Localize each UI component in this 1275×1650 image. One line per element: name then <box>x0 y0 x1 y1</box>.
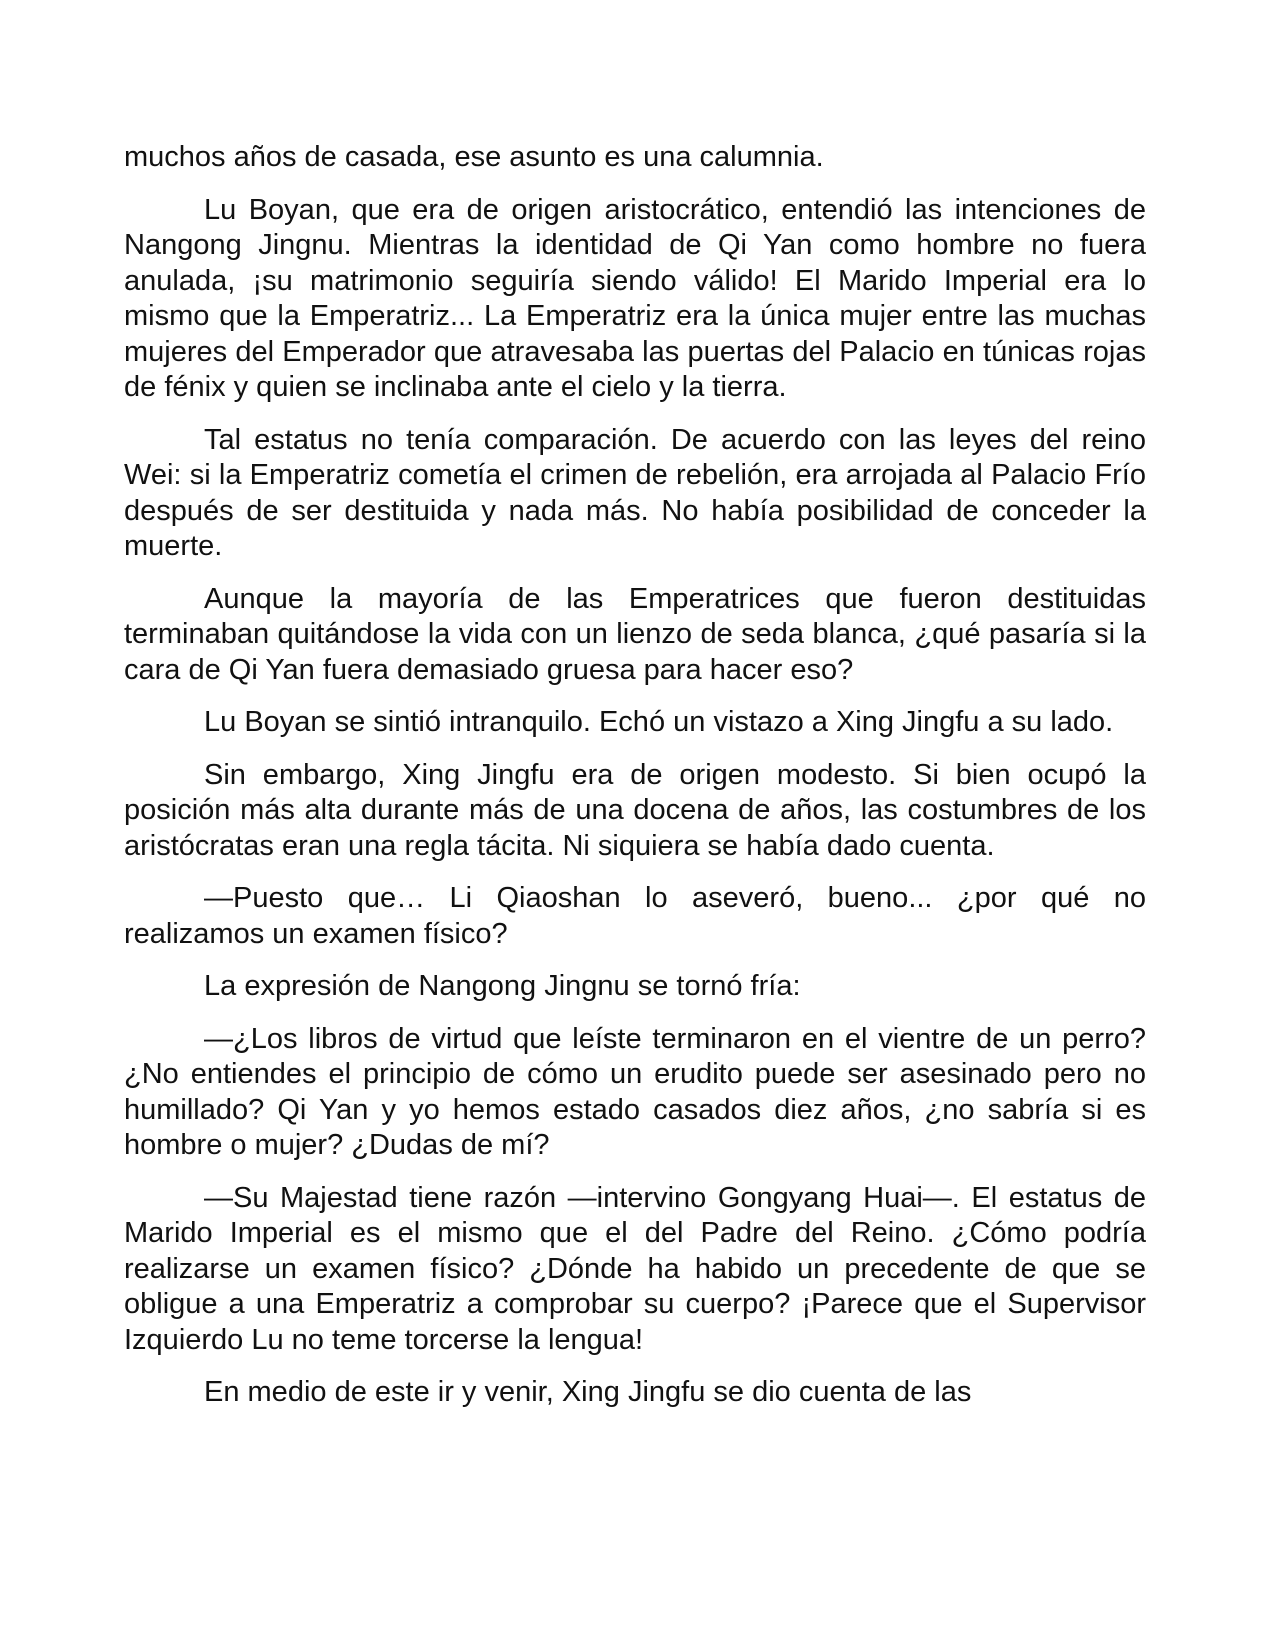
paragraph: La expresión de Nangong Jingnu se tornó fría: <box>204 970 801 1002</box>
paragraph: Lu Boyan se sintió intranquilo. Echó un vistazo a Xing Jingfu a su lado. <box>204 706 1114 738</box>
paragraph: Lu Boyan, que era de origen aristocrático, entendió las intenciones de Nangong Jingnu. Mientras la identidad de Qi Yan como hombre no fuera anulada, ¡su matrimonio seguiría siendo válido! El Marido Imperial era lo mismo que la Emperatriz... La Emperatriz era la única mujer entre las muchas mujeres del Emperador que atravesaba las puertas del Palacio en túnicas rojas de fénix y quien se inclinaba ante el cielo y la tierra. <box>124 193 1146 403</box>
paragraph-continuation: muchos años de casada, ese asunto es una calumnia. <box>124 141 824 173</box>
body-text <box>124 140 1146 1428</box>
paragraph: Aunque la mayoría de las Emperatrices que fueron destituidas terminaban quitándose la vida con un lienzo de seda blanca, ¿qué pasaría si la cara de Qi Yan fuera demasiado gruesa para hacer eso? <box>124 582 1146 686</box>
paragraph: En medio de este ir y venir, Xing Jingfu se dio cuenta de las <box>204 1376 972 1408</box>
paragraph: Sin embargo, Xing Jingfu era de origen modesto. Si bien ocupó la posición más alta durante más de una docena de años, las costumbres de los aristócratas eran una regla tácita. Ni siquiera se había dado cuenta. <box>124 758 1146 862</box>
dialogue-paragraph: —Su Majestad tiene razón —intervino Gongyang Huai—. El estatus de Marido Imperial es el mismo que el del Padre del Reino. ¿Cómo podría realizarse un examen físico? ¿Dónde ha habido un precedente de que se obligue a una Emperatriz a comprobar su cuerpo? ¡Parece que el Supervisor Izquierdo Lu no teme torcerse la lengua! <box>124 1181 1146 1356</box>
paragraph: Tal estatus no tenía comparación. De acuerdo con las leyes del reino Wei: si la Emperatriz cometía el crimen de rebelión, era arrojada al Palacio Frío después de ser destituida y nada más. No había posibilidad de conceder la muerte. <box>124 423 1146 562</box>
dialogue-paragraph: —¿Los libros de virtud que leíste terminaron en el vientre de un perro? ¿No entiendes el principio de cómo un erudito puede ser asesinado pero no humillado? Qi Yan y yo hemos estado casados diez años, ¿no sabría si es hombre o mujer? ¿Dudas de mí? <box>124 1022 1146 1161</box>
dialogue-paragraph: —Puesto que… Li Qiaoshan lo aseveró, bueno... ¿por qué no realizamos un examen físico? <box>124 882 1146 950</box>
